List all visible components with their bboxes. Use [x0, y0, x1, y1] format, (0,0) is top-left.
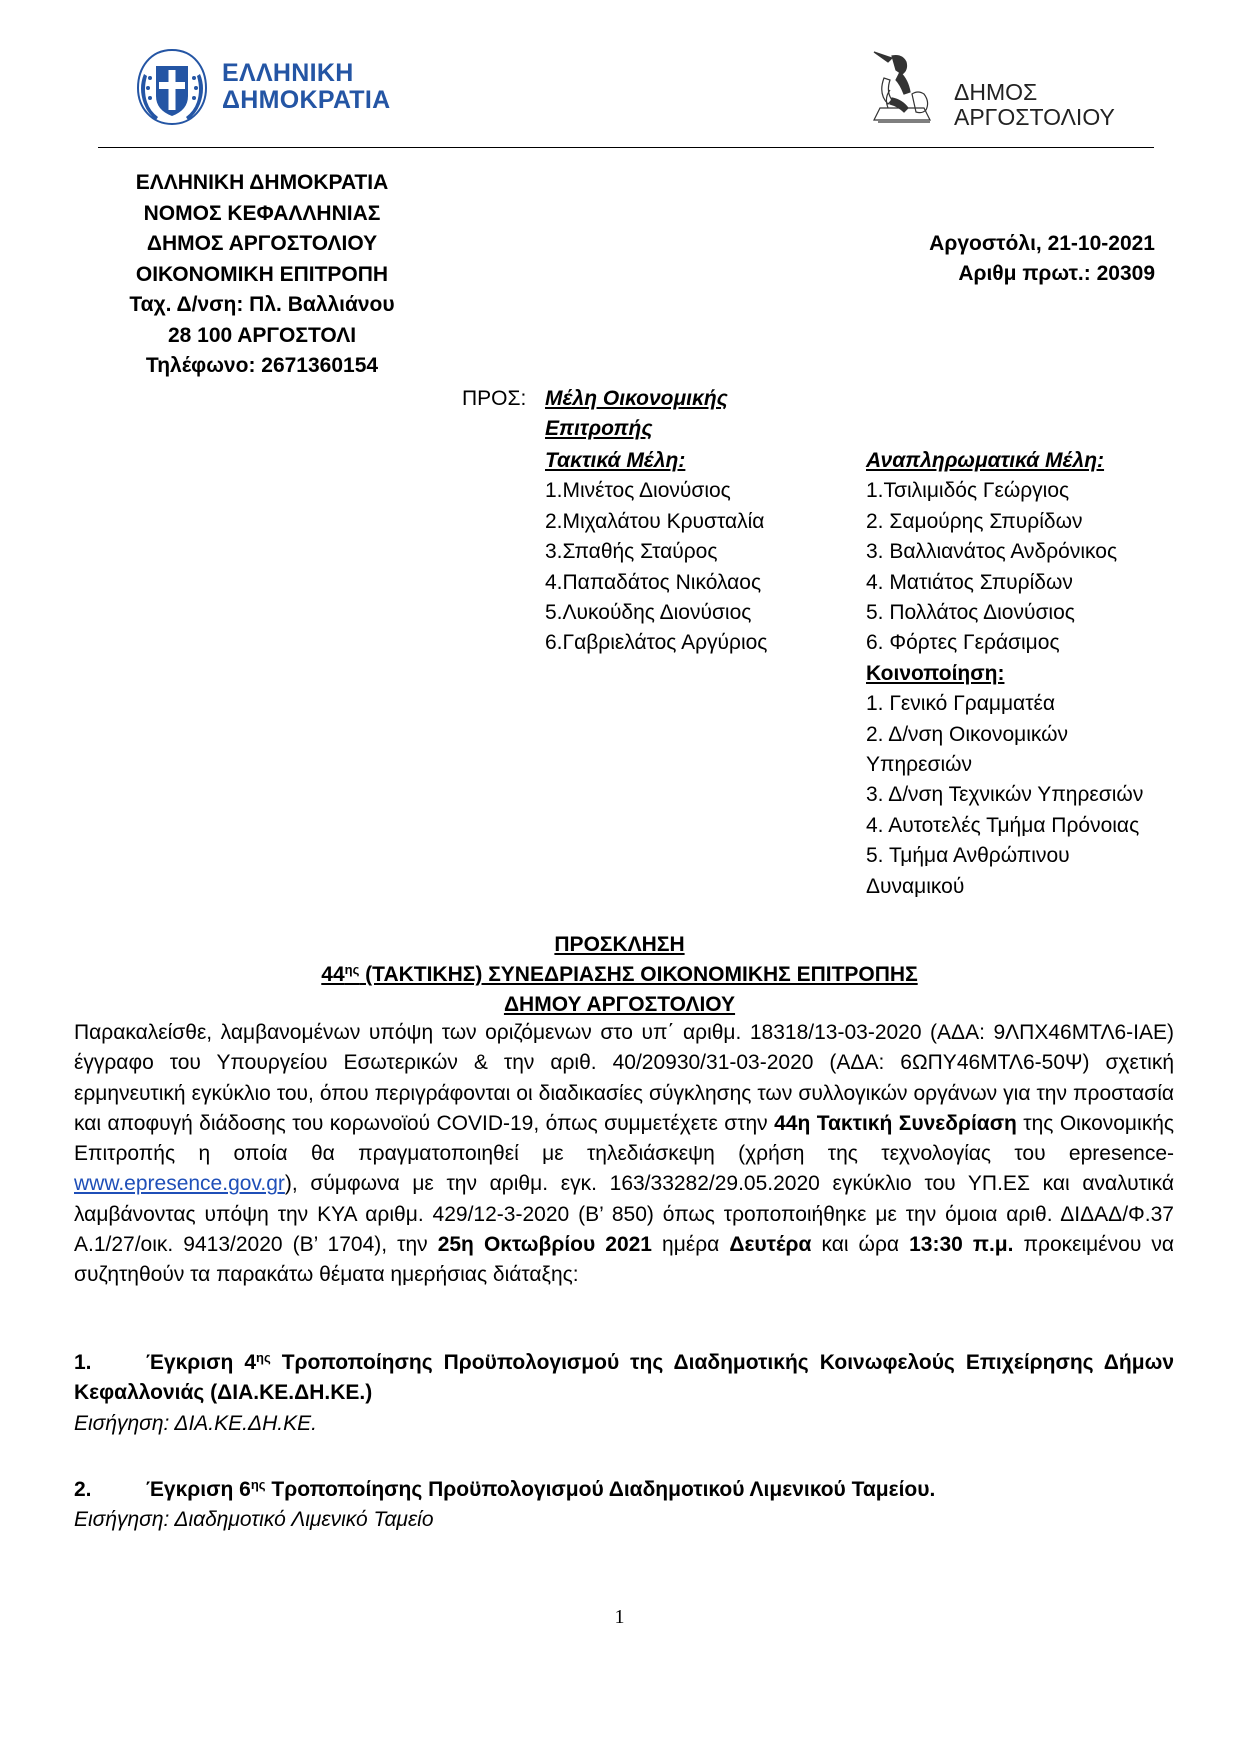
header-divider	[98, 147, 1154, 148]
sender-phone: Τηλέφωνο: 2671360154	[145, 354, 379, 377]
sender-block	[82, 168, 442, 382]
municipality-logo	[862, 48, 1122, 132]
recipients-title-line: Μέλη Οικονομικής	[545, 387, 728, 410]
logo-text-line2: ΑΡΓΟΣΤΟΛΙΟΥ	[954, 104, 1115, 130]
sender-address: Ταχ. Δ/νση: Πλ. Βαλλιάνου	[129, 293, 395, 316]
ordinal-suffix: ης	[344, 962, 360, 977]
body-text: ), σύμφωνα με την αριθμ. εγκ. 163/33282/29.05.2020 εγκύκλιο του ΥΠ.ΕΣ και αναλυτικά λαμβάνοντας υπόψη την ΚΥΑ αριθμ. 429/12-3-2020 (Β’ 850) όπως τροποποιήθηκε με την όμοια αριθ. ΔΙΔΑΔ/Φ.37 Α.1/27/οικ. 9413/2020 (Β’ 1704), την	[74, 1172, 1174, 1257]
agenda-item-number: 2.	[74, 1478, 92, 1501]
list-item: 3. Δ/νση Τεχνικών Υπηρεσιών	[866, 783, 1144, 807]
sender-line: ΝΟΜΟΣ ΚΕΦΑΛΛΗΝΙΑΣ	[143, 201, 381, 225]
logo-text-line2: ΔΗΜΟΚΡΑΤΙΑ	[222, 86, 391, 114]
ordinal-suffix: ης	[250, 1477, 266, 1492]
recipients-label: ΠΡΟΣ:	[462, 387, 527, 410]
logo-text-line1: ΔΗΜΟΣ	[954, 79, 1038, 105]
document-date: Αργοστόλι, 21-10-2021	[929, 232, 1155, 255]
protocol-number: Αριθμ πρωτ.: 20309	[958, 262, 1155, 285]
list-item: 1. Γενικό Γραμματέα	[866, 692, 1055, 716]
list-item: 4. Αυτοτελές Τμήμα Πρόνοιας	[866, 813, 1140, 837]
agenda-item	[74, 1475, 1174, 1505]
list-item: 3. Βαλλιανάτος Ανδρόνικος	[866, 540, 1118, 564]
list-item: 4.Παπαδάτος Νικόλαος	[545, 570, 762, 594]
list-item: 5.Λυκούδης Διονύσιος	[545, 601, 752, 625]
ordinal-suffix: ης	[256, 1350, 271, 1365]
agenda-item-text: Έγκριση 4	[146, 1351, 257, 1374]
epresence-link[interactable]: www.epresence.gov.gr	[74, 1172, 285, 1196]
agenda-item-number: 1.	[74, 1351, 92, 1374]
list-item: 2.Μιχαλάτου Κρυσταλία	[545, 509, 765, 533]
list-item: 6.Γαβριελάτος Αργύριος	[545, 631, 768, 655]
body-bold: 44η Τακτική Συνεδρίαση	[774, 1111, 1017, 1135]
body-text: και ώρα	[811, 1233, 910, 1257]
invitation-title	[0, 930, 1239, 1020]
recipients-title-line: Επιτροπής	[545, 417, 653, 440]
meeting-day: Δευτέρα	[729, 1233, 812, 1257]
list-item: 3.Σπαθής Σταύρος	[545, 540, 718, 564]
list-item: 2. Σαμούρης Σπυρίδων	[866, 509, 1083, 533]
title-line	[0, 960, 1239, 990]
sender-postal: 28 100 ΑΡΓΟΣΤΟΛΙ	[167, 323, 357, 347]
agenda-item-text: Τροποποίησης Προϋπολογισμού της Διαδημοτικής Κοινωφελούς Επιχείρησης Δήμων Κεφαλλονιάς (ΔΙΑ.ΚΕ.ΔΗ.ΚΕ.)	[74, 1351, 1174, 1405]
logo-text-line1: ΕΛΛΗΝΙΚΗ	[222, 59, 354, 87]
cc-heading: Κοινοποίηση:	[866, 661, 1005, 685]
list-item: 2. Δ/νση Οικονομικών	[866, 722, 1069, 746]
sender-line: ΕΛΛΗΝΙΚΗ ΔΗΜΟΚΡΑΤΙΑ	[135, 171, 389, 194]
meeting-time: 13:30 π.μ.	[909, 1233, 1014, 1257]
agenda-item-rapporteur: Εισήγηση: Διαδημοτικό Λιμενικό Ταμείο	[74, 1508, 434, 1531]
municipality-logo-text	[954, 80, 1115, 130]
municipality-emblem-icon	[862, 48, 944, 130]
regular-members-heading: Τακτικά Μέλη:	[545, 449, 686, 472]
title-line: ΔΗΜΟΥ ΑΡΓΟΣΤΟΛΙΟΥ	[503, 993, 736, 1016]
list-item: 1.Τσιλιμιδός Γεώργιος	[866, 479, 1070, 503]
alternate-members-heading: Αναπληρωματικά Μέλη:	[866, 449, 1105, 472]
body-text: ημέρα	[652, 1233, 730, 1257]
sender-line: ΟΙΚΟΝΟΜΙΚΗ ΕΠΙΤΡΟΠΗ	[135, 262, 389, 286]
list-item: 6. Φόρτες Γεράσιμος	[866, 631, 1060, 655]
agenda-item	[74, 1348, 1174, 1409]
list-item: 5. Τμήμα Ανθρώπινου	[866, 844, 1070, 868]
meeting-date: 25η Οκτωβρίου 2021	[437, 1233, 652, 1257]
title-text: (ΤΑΚΤΙΚΗΣ) ΣΥΝΕΔΡΙΑΣΗΣ ΟΙΚΟΝΟΜΙΚΗΣ ΕΠΙΤΡΟΠΗΣ	[359, 963, 918, 986]
session-number: 44	[321, 963, 345, 986]
hellenic-republic-logo	[130, 44, 391, 130]
alternate-members-list	[866, 446, 1143, 902]
regular-members-list	[545, 446, 767, 659]
greek-emblem-icon	[130, 44, 214, 130]
body-text: της Οικονομικής Επιτροπής η οποία θα πραγματοποιηθεί με τηλεδιάσκεψη (χρήση της τεχνολογίας του epresence-	[74, 1111, 1174, 1166]
agenda-item-text: Έγκριση 6	[146, 1478, 251, 1501]
date-block	[929, 229, 1155, 289]
agenda-item-rapporteur: Εισήγηση: ΔΙΑ.ΚΕ.ΔΗ.ΚΕ.	[74, 1412, 317, 1435]
title-line: ΠΡΟΣΚΛΗΣΗ	[554, 933, 685, 956]
list-item: 5. Πολλάτος Διονύσιος	[866, 601, 1075, 625]
list-item: Δυναμικού	[866, 874, 965, 898]
invitation-body	[74, 1018, 1174, 1291]
list-item: Υπηρεσιών	[866, 753, 973, 777]
hellenic-republic-logo-text	[222, 60, 390, 114]
agenda-item-text: Τροποποίησης Προϋπολογισμού Διαδημοτικού Λιμενικού Ταμείου.	[265, 1478, 936, 1501]
body-text: προκειμένου να συζητηθούν τα παρακάτω θέματα ημερήσιας διάταξης:	[74, 1233, 1175, 1287]
list-item: 4. Ματιάτος Σπυρίδων	[866, 570, 1073, 594]
recipients-title	[545, 384, 728, 444]
sender-line: ΔΗΜΟΣ ΑΡΓΟΣΤΟΛΙΟΥ	[146, 232, 378, 255]
body-text: Παρακαλείσθε, λαμβανομένων υπόψη των οριζόμενων στο υπ΄ αριθμ. 18318/13-03-2020 (ΑΔΑ: 9ΛΠΧ46ΜΤΛ6-ΙΑΕ) έγγραφο του Υπουργείου Εσωτερικών & την αριθ. 40/20930/31-03-2020 (ΑΔΑ: 6ΩΠΥ46ΜΤΛ6-50Ψ) σχετική ερμηνευτική εγκύκλιο του, όπου περιγράφονται οι διαδικασίες σύγκλησης των συλλογικών οργάνων για την προστασία και αποφυγή διάδοσης του κορωνοϊού COVID-19, όπως συμμετέχετε στην	[74, 1021, 1174, 1135]
list-item: 1.Μινέτος Διονύσιος	[545, 479, 731, 503]
page-number: 1	[614, 1606, 625, 1628]
